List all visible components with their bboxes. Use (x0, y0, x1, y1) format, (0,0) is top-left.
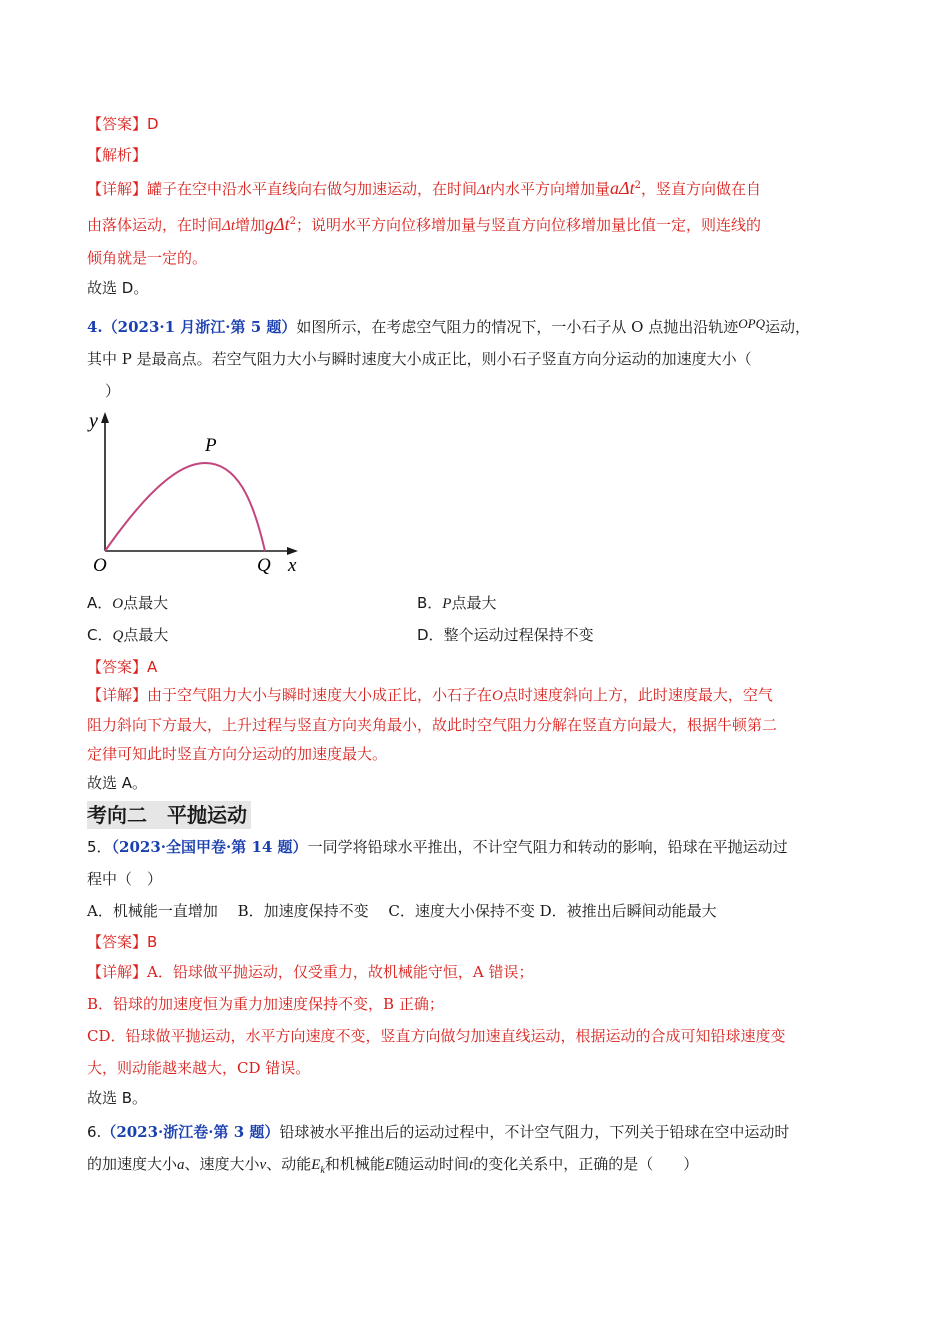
y-axis-label: y (89, 411, 98, 432)
q4-options-row-2 (87, 623, 867, 648)
q3-detail: 【详解】罐子在空中沿水平直线向右做匀加速运动，在时间Δt内水平方向增加量aΔt$^2$，竖直方向做在自 由落体运动，在时间Δt增加gΔt$^2$；说明水平方向位移增加量与竖直方向位移增加量比值一定，则连线的 倾角就是一定的。 (87, 178, 761, 267)
option-c: C．Q点最大 (87, 626, 169, 644)
q3-analysis-tag: 【解析】 (87, 146, 148, 164)
q3-conclusion: 故选 D。 (87, 279, 149, 297)
q3-answer (87, 112, 867, 136)
x-axis-arrow-icon (287, 547, 298, 555)
q6-stem: 6.（2023·浙江卷·第 3 题）铅球被水平推出后的运动过程中，不计空气阻力，下列关于铅球在空中运动时 的加速度大小a、速度大小v、动能$E_k$和机械能E随运动时间t的变化关系中，正确的是（ ） (87, 1123, 790, 1176)
q4-options-row-1 (87, 591, 867, 616)
question-source: （2023·浙江卷·第 3 题） (101, 1123, 280, 1141)
document-page (87, 112, 867, 1187)
peak-label: P (205, 435, 217, 456)
q4-stem: 4.（2023·1 月浙江·第 5 题）如图所示，在考虑空气阻力的情况下，一小石子从 O 点抛出沿轨迹OPQ运动， 其中 P 是最高点。若空气阻力大小与瞬时速度大小成正比，则小石子竖直方向分运动的加速度大小（ ） (87, 316, 810, 400)
detail-tag: 【详解】 (87, 180, 148, 198)
x-axis-label: x (288, 555, 297, 576)
question-source: （2023·全国甲卷·第 14 题） (111, 838, 308, 856)
q4-detail: 【详解】由于空气阻力大小与瞬时速度大小成正比，小石子在O点时速度斜向上方，此时速度最大，空气 阻力斜向下方最大，上升过程与竖直方向夹角最小，故此时空气阻力分解在竖直方向最大，根据牛顿第二 定律可知此时竖直方向分运动的加速度最大。 (87, 686, 778, 763)
origin-label: O (93, 555, 107, 576)
q5-options: A．机械能一直增加 B．加速度保持不变 C．速度大小保持不变 D．被推出后瞬间动能最大 (87, 902, 717, 920)
answer-value: D (147, 115, 159, 133)
q4-answer: 【答案】A (87, 658, 158, 676)
q5-conclusion: 故选 B。 (87, 1089, 148, 1107)
y-axis-arrow-icon (101, 412, 109, 423)
trajectory-curve (105, 463, 265, 551)
option-a: A．O点最大 (87, 594, 169, 612)
end-label: Q (257, 555, 271, 576)
trajectory-figure (87, 411, 327, 581)
q5-answer: 【答案】B (87, 933, 158, 951)
section-title: 考向二 平抛运动 (87, 801, 251, 829)
q5-detail: 【详解】A．铅球做平抛运动，仅受重力，故机械能守恒，A 错误； B．铅球的加速度恒为重力加速度保持不变，B 正确； CD．铅球做平抛运动，水平方向速度不变，竖直方向做匀加速直线运动，根据运动的合成可知铅球速度变 大，则动能越来越大，CD 错误。 (87, 963, 786, 1077)
answer-tag: 【答案】 (87, 115, 148, 133)
question-number: 4. (87, 318, 103, 336)
trajectory-diagram (87, 411, 327, 581)
q5-stem: 5．（2023·全国甲卷·第 14 题）一同学将铅球水平推出，不计空气阻力和转动的影响，铅球在平抛运动过 程中（ ） (87, 838, 788, 888)
option-d: D．整个运动过程保持不变 (417, 626, 594, 644)
q4-conclusion: 故选 A。 (87, 774, 148, 792)
option-b: B．P点最大 (417, 594, 497, 612)
section-heading (87, 801, 867, 829)
question-source: （2023·1 月浙江·第 5 题） (102, 318, 297, 336)
